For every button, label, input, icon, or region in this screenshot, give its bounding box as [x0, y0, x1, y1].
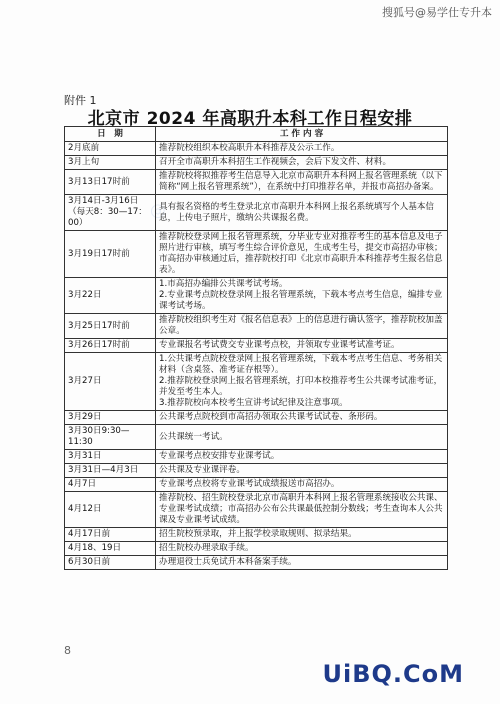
site-logo: UiBQ.CoM — [322, 660, 464, 688]
page-title: 北京市 2024 年高职升本科工作日程安排 — [87, 109, 413, 129]
table-row — [65, 528, 448, 542]
table-row — [65, 314, 448, 339]
row-date: 4月17日前 — [65, 528, 156, 542]
table-row — [65, 142, 448, 156]
table-header-row — [65, 127, 448, 142]
row-date: 3月19日17时前 — [65, 231, 156, 278]
row-date: 3月29日 — [65, 411, 156, 425]
row-content: 推荐院校将拟推荐考生信息导入北京市高职升本科网上报名管理系统（以下简称“网上报名管理系统”），在系统中打印推荐名单，并报市高招办备案。 — [156, 170, 448, 195]
row-content: 公共课考点院校到市高招办领取公共课考试试卷、条形码。 — [156, 411, 448, 425]
row-date: 3月31日—4月3日 — [65, 464, 156, 478]
table-row — [65, 411, 448, 425]
attachment-label: 附件 1 — [64, 94, 97, 107]
row-date: 6月30日前 — [65, 556, 156, 570]
table-row — [65, 156, 448, 170]
row-date: 3月14日-3月16日（每天8：30—17：00） — [65, 195, 156, 231]
row-content: 公共课统一考试。 — [156, 425, 448, 450]
table-row — [65, 450, 448, 464]
row-date: 3月上旬 — [65, 156, 156, 170]
row-date: 4月7日 — [65, 478, 156, 492]
row-content: 招生院校预录取，并上报学校录取规则、拟录结果。 — [156, 528, 448, 542]
table-row — [65, 464, 448, 478]
row-date: 3月27日 — [65, 353, 156, 411]
source-watermark: 搜狐号@易学仕专升本 — [382, 6, 492, 19]
row-date: 4月18、19日 — [65, 542, 156, 556]
row-date: 3月13日17时前 — [65, 170, 156, 195]
table-row — [65, 195, 448, 231]
row-content: 专业课考点校安排专业课考试。 — [156, 450, 448, 464]
table-row — [65, 170, 448, 195]
row-content: 专业课考点校将专业课考试成绩报送市高招办。 — [156, 478, 448, 492]
table-row — [65, 353, 448, 411]
row-date: 4月12日 — [65, 492, 156, 528]
schedule-table — [64, 126, 448, 570]
row-content: 1.市高招办编排公共课考试考场。 2.专业课考点院校登录网上报名管理系统，下载本考点考生信息，编排专业课考试考场。 — [156, 278, 448, 314]
row-date: 2月底前 — [65, 142, 156, 156]
table-row — [65, 492, 448, 528]
row-content: 推荐院校组织考生对《报名信息表》上的信息进行确认签字，推荐院校加盖公章。 — [156, 314, 448, 339]
page-number: 8 — [64, 644, 71, 657]
row-date: 3月31日 — [65, 450, 156, 464]
row-date: 3月25日17时前 — [65, 314, 156, 339]
row-content: 招生院校办理录取手续。 — [156, 542, 448, 556]
table-row — [65, 478, 448, 492]
row-date: 3月26日17时前 — [65, 339, 156, 353]
row-content: 推荐院校登录网上报名管理系统，分毕业专业对推荐考生的基本信息及电子照片进行审核，填写考生综合评价意见，生成考生号，提交市高招办审核；市高招办审核通过后，推荐院校打印《北京市高职升本科推荐考生报名信息表》。 — [156, 231, 448, 278]
table-row — [65, 339, 448, 353]
table-row — [65, 278, 448, 314]
table-body — [65, 142, 448, 570]
row-content: 推荐院校组织本校高职升本科推荐及公示工作。 — [156, 142, 448, 156]
table-row — [65, 231, 448, 278]
column-header-date: 日 期 — [65, 127, 156, 142]
row-content: 办理退役士兵免试升本科备案手续。 — [156, 556, 448, 570]
row-date: 3月22日 — [65, 278, 156, 314]
row-content: 具有报名资格的考生登录北京市高职升本科网上报名系统填写个人基本信息，上传电子照片，缴纳公共课报名费。 — [156, 195, 448, 231]
watermark-mark: ◎ — [150, 200, 166, 221]
row-content: 专业课报名考试费交专业课考点校，并领取专业课考试准考证。 — [156, 339, 448, 353]
table-row — [65, 542, 448, 556]
column-header-content: 工 作 内 容 — [156, 127, 448, 142]
row-content: 推荐院校、招生院校登录北京市高职升本科网上报名管理系统接收公共课、专业课考试成绩；市高招办公布公共课最低控制分数线；考生查询本人公共课及专业课考试成绩。 — [156, 492, 448, 528]
table-row — [65, 556, 448, 570]
table-row — [65, 425, 448, 450]
row-content: 公共课及专业课评卷。 — [156, 464, 448, 478]
row-content: 召开全市高职升本科招生工作视频会，会后下发文件、材料。 — [156, 156, 448, 170]
row-date: 3月30日9:30—11:30 — [65, 425, 156, 450]
row-content: 1.公共课考点院校登录网上报名管理系统，下载本考点考生信息、考务相关材料（含桌签、准考证存根等）。 2.推荐院校登录网上报名管理系统，打印本校推荐考生公共课考试准考证，并发至考生本人。 3.推荐院校向本校考生宣讲考试纪律及注意事项。 — [156, 353, 448, 411]
